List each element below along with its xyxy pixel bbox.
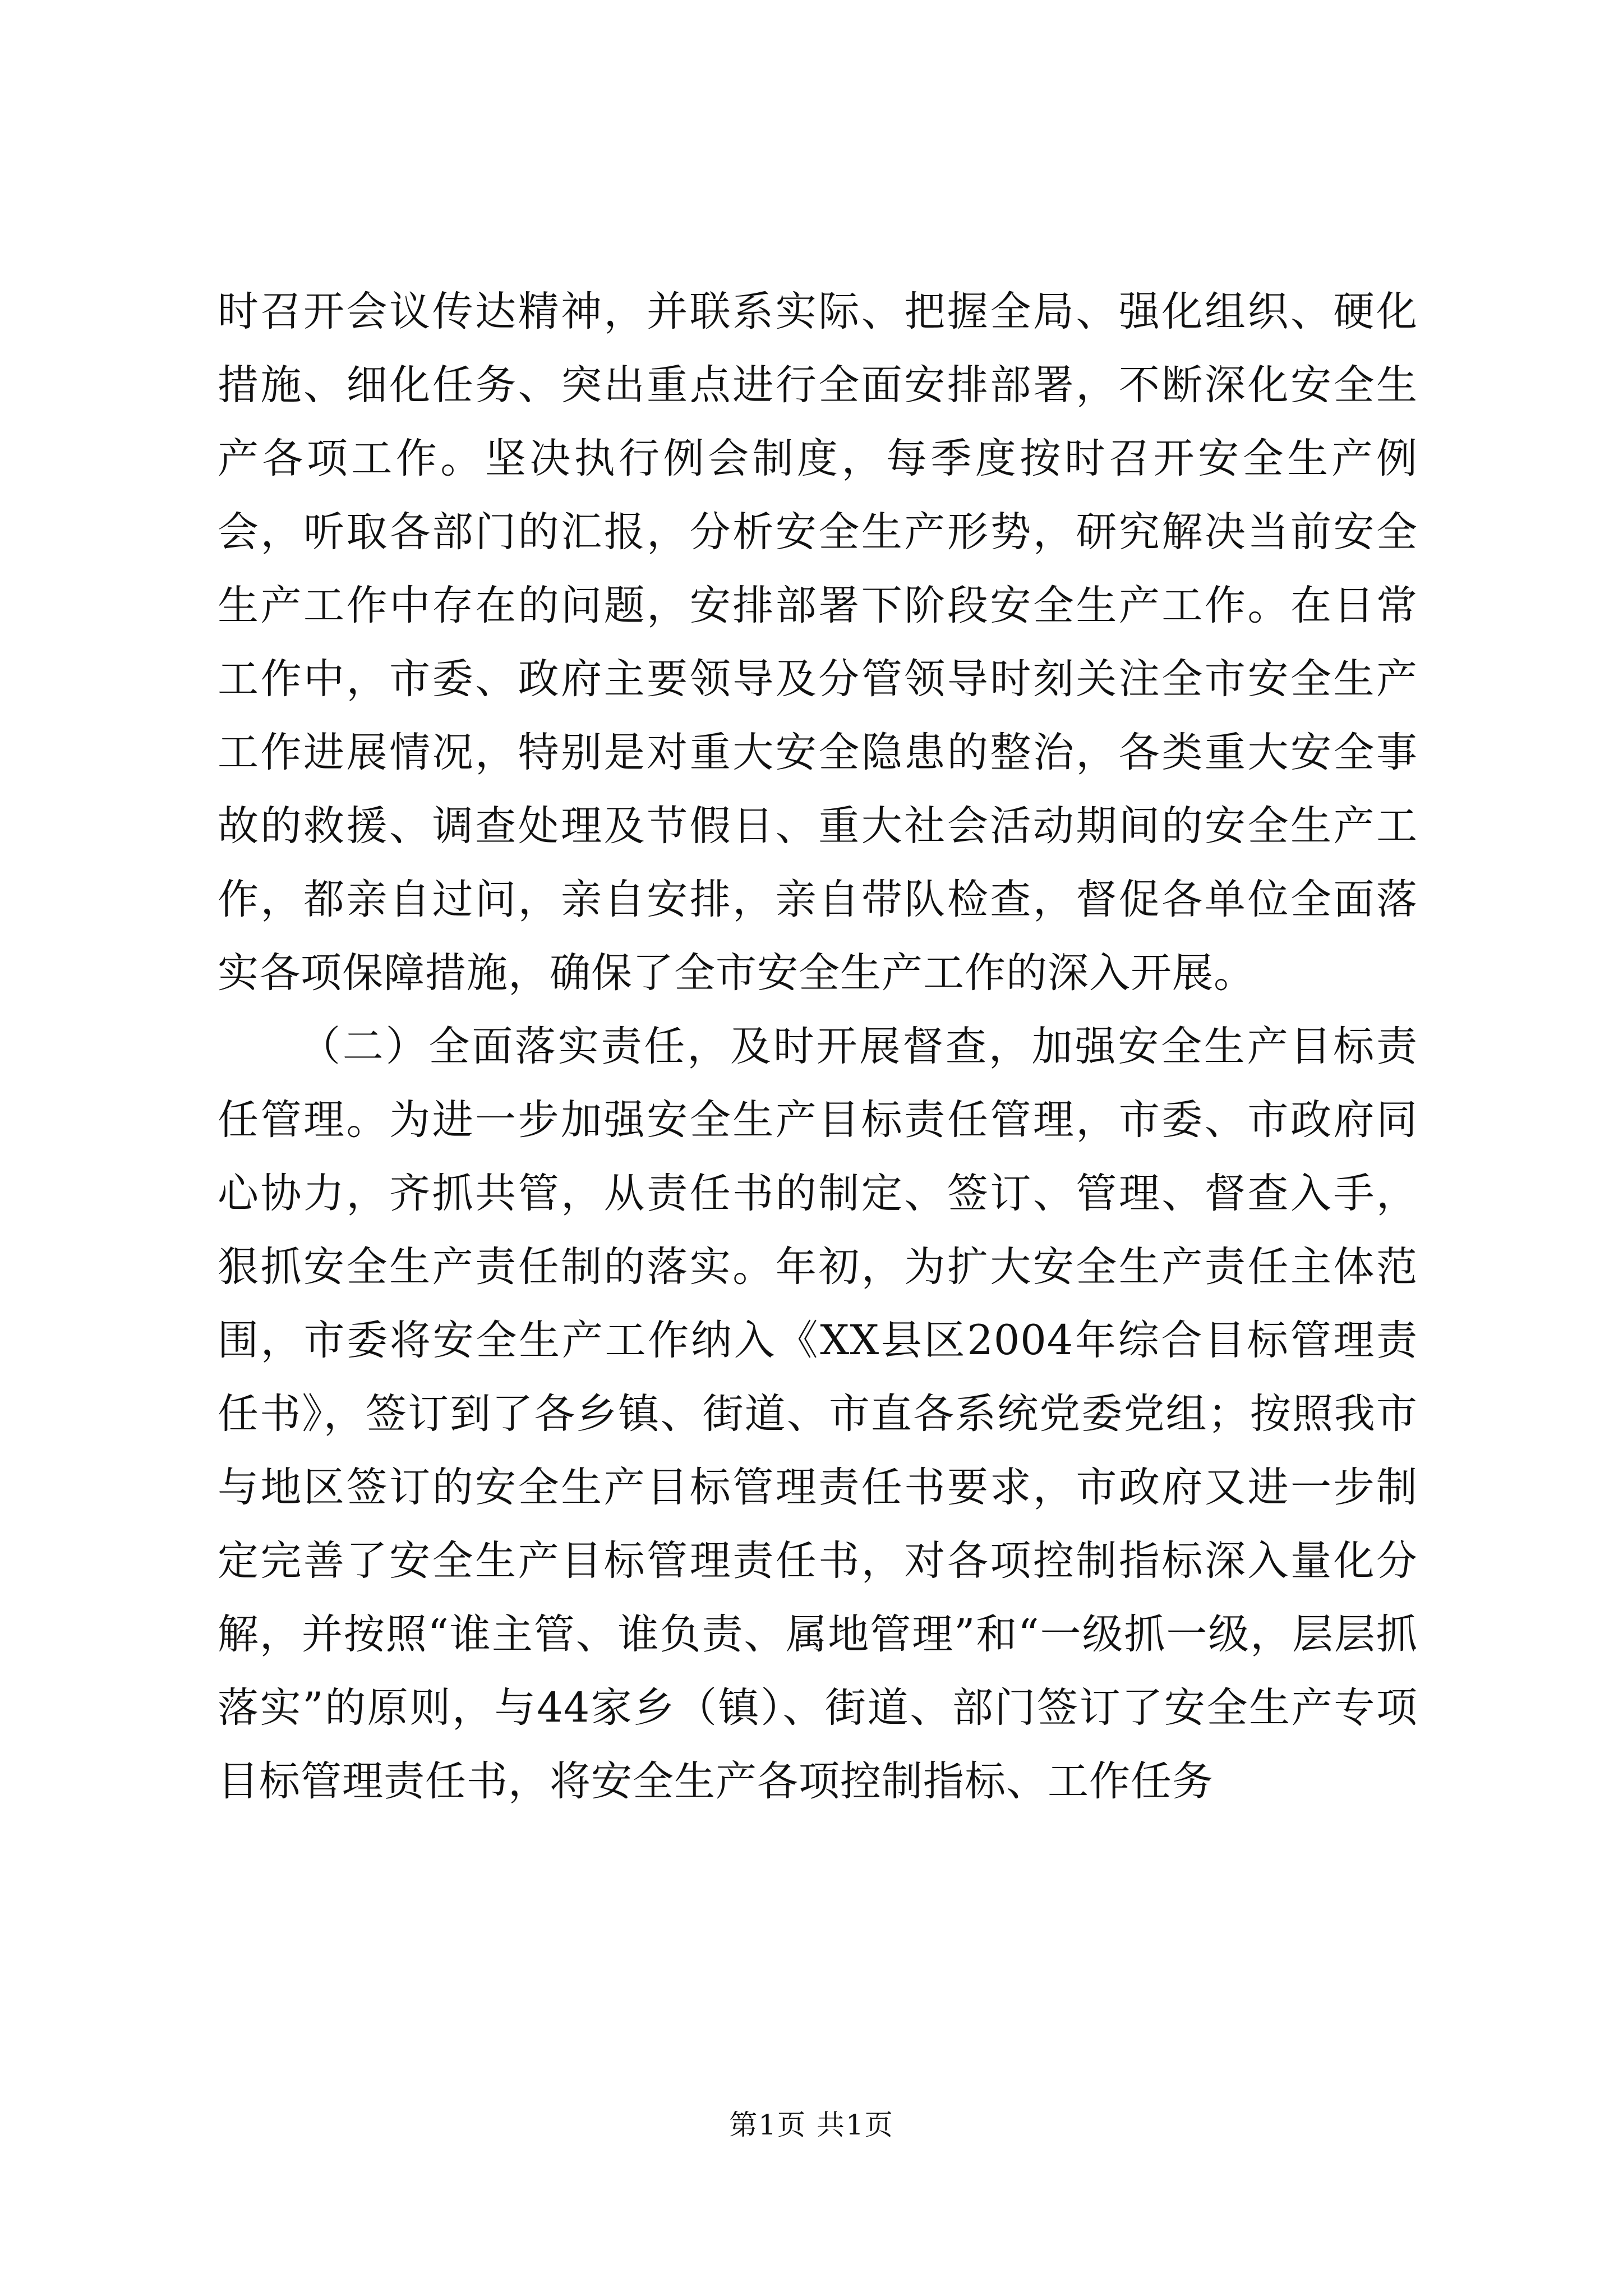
- paragraph-section-two: （二）全面落实责任，及时开展督查，加强安全生产目标责任管理。为进一步加强安全生产目标责任管理，市委、市政府同心协力，齐抓共管，从责任书的制定、签订、管理、督查入手，狠抓安全生产责任制的落实。年初，为扩大安全生产责任主体范围，市委将安全生产工作纳入《XX县区2004年综合目标管理责任书》，签订到了各乡镇、街道、市直各系统党委党组；按照我市与地区签订的安全生产目标管理责任书要求，市政府又进一步制定完善了安全生产目标管理责任书，对各项控制指标深入量化分解，并按照“谁主管、谁负责、属地管理”和“一级抓一级，层层抓落实”的原则，与44家乡（镇）、街道、部门签订了安全生产专项目标管理责任书，将安全生产各项控制指标、工作任务: [218, 1023, 1418, 1805]
- paragraph-continuation: 时召开会议传达精神，并联系实际、把握全局、强化组织、硬化措施、细化任务、突出重点进行全面安排部署，不断深化安全生产各项工作。坚决执行例会制度，每季度按时召开安全生产例会，听取各部门的汇报，分析安全生产形势，研究解决当前安全生产工作中存在的问题，安排部署下阶段安全生产工作。在日常工作中，市委、政府主要领导及分管领导时刻关注全市安全生产工作进展情况，特别是对重大安全隐患的整治，各类重大安全事故的救援、调查处理及节假日、重大社会活动期间的安全生产工作，都亲自过问，亲自安排，亲自带队检查，督促各单位全面落实各项保障措施，确保了全市安全生产工作的深入开展。: [218, 288, 1418, 997]
- page-footer: 第1页 共1页: [729, 2109, 894, 2141]
- document-body: [218, 275, 1418, 1818]
